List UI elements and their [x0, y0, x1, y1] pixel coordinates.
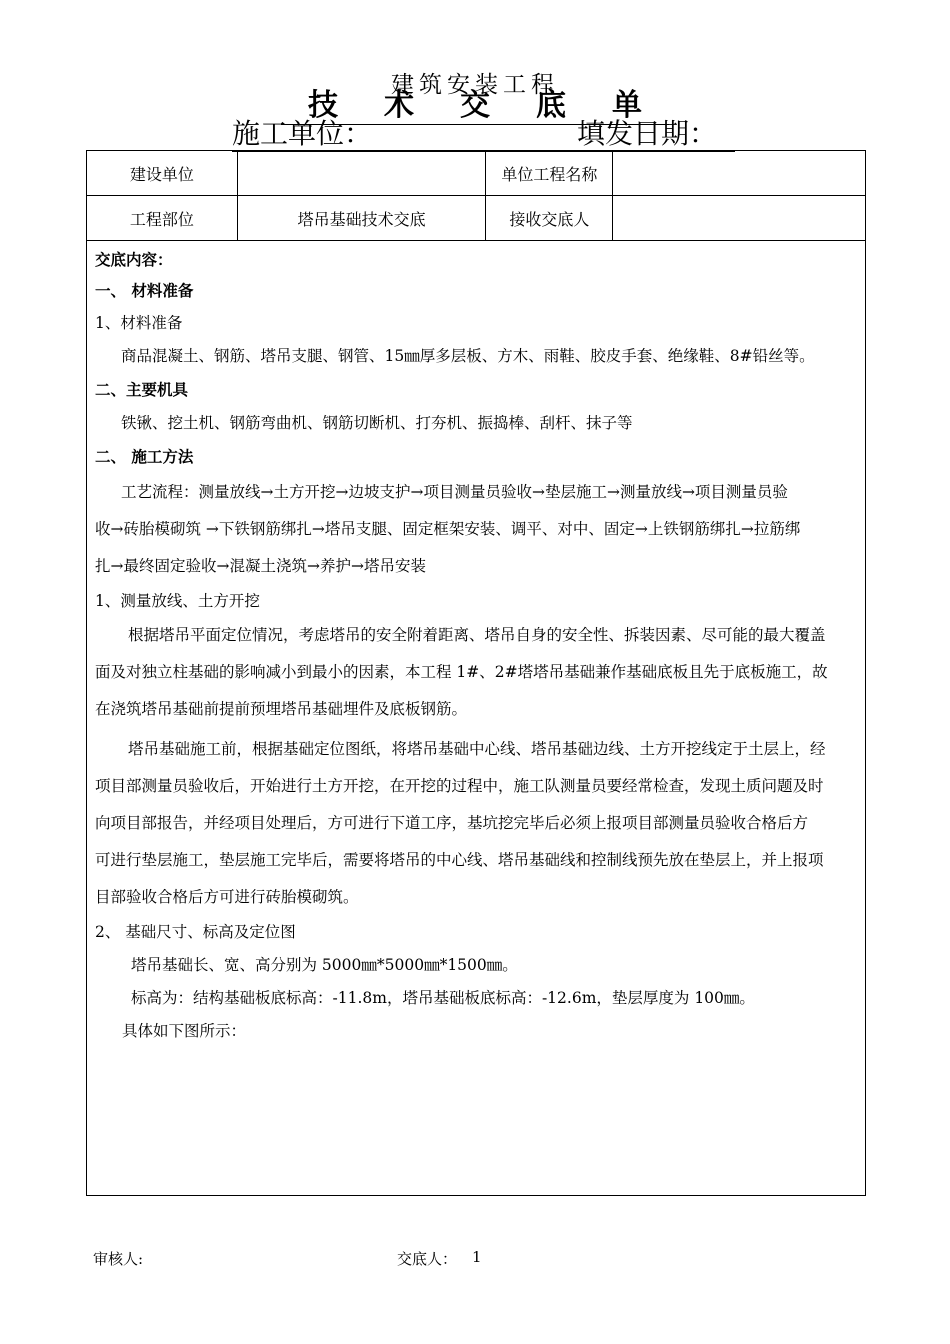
paragraph: 具体如下图所示： [122, 1022, 247, 1040]
content-heading: 交底内容： [95, 250, 173, 269]
paragraph-line: 在浇筑塔吊基础前提前预埋塔吊基础埋件及底板钢筋。 [95, 700, 468, 718]
unit-date-line [232, 117, 735, 152]
section-title: 一、 材料准备 [95, 281, 194, 300]
subtitle-char: 交 [460, 88, 490, 123]
document-title: 建筑安装工程 [391, 72, 559, 98]
reviewer-label: 审核人: [93, 1250, 144, 1268]
paragraph-line: 可进行垫层施工，垫层施工完毕后，需要将塔吊的中心线、塔吊基础线和控制线预先放在垫层上，并上报项 [95, 851, 824, 869]
paragraph-line: 面及对独立柱基础的影响减小到最小的因素，本工程 1#、2#塔塔吊基础兼作基础底板且先于底板施工，故 [95, 663, 828, 681]
discloser-label: 交底人： [397, 1250, 458, 1268]
owner-label: 建设单位 [87, 151, 238, 196]
subtitle-char: 术 [384, 88, 414, 123]
paragraph: 标高为：结构基础板底标高：-11.8m，塔吊基础板底标高：-12.6m，垫层厚度为 100㎜。 [131, 989, 755, 1007]
disclosure-content [95, 246, 860, 1048]
subtitle-char: 技 [308, 88, 338, 123]
paragraph-line: 扎→最终固定验收→混凝土浇筑→养护→塔吊安装 [95, 557, 426, 575]
subsection-title: 2、 基础尺寸、标高及定位图 [95, 923, 296, 941]
paragraph-line: 项目部测量员验收后，开始进行土方开挖，在开挖的过程中，施工队测量员要经常检查，发现土质问题及时 [95, 777, 824, 795]
subsection-title: 1、测量放线、土方开挖 [95, 592, 260, 610]
info-table [86, 150, 866, 241]
paragraph: 铁锹、挖土机、钢筋弯曲机、钢筋切断机、打夯机、振捣棒、刮杆、抹子等 [121, 414, 633, 432]
owner-value [237, 151, 486, 196]
receiver-value [613, 196, 866, 241]
section-title: 二、 施工方法 [95, 447, 194, 466]
section-value: 塔吊基础技术交底 [237, 196, 486, 241]
paragraph: 塔吊基础长、宽、高分别为 5000㎜*5000㎜*1500㎜。 [131, 956, 518, 974]
subtitle-char: 底 [536, 88, 566, 123]
paragraph-line: 塔吊基础施工前，根据基础定位图纸，将塔吊基础中心线、塔吊基础边线、土方开挖线定于土层上，经 [128, 740, 826, 758]
receiver-label: 接收交底人 [486, 196, 613, 241]
table-row [87, 151, 866, 196]
section-title: 二、主要机具 [95, 380, 189, 399]
paragraph-line: 工艺流程：测量放线→土方开挖→边坡支护→项目测量员验收→垫层施工→测量放线→项目测量员验 [121, 483, 788, 501]
issue-date-label: 填发日期： [577, 117, 718, 150]
page-number: 1 [472, 1248, 482, 1266]
table-row [87, 196, 866, 241]
paragraph-line: 根据塔吊平面定位情况，考虑塔吊的安全附着距离、塔吊自身的安全性、拆装因素、尽可能的最大覆盖 [128, 626, 826, 644]
paragraph-line: 收→砖胎模砌筑 →下铁钢筋绑扎→塔吊支腿、固定框架安装、调平、对中、固定→上铁钢筋绑扎→拉筋绑 [95, 520, 801, 538]
project-name-label: 单位工程名称 [486, 151, 613, 196]
subsection-title: 1、材料准备 [95, 314, 183, 332]
paragraph: 商品混凝土、钢筋、塔吊支腿、钢管、15㎜厚多层板、方木、雨鞋、胶皮手套、绝缘鞋、8#铅丝等。 [121, 347, 815, 365]
section-label: 工程部位 [87, 196, 238, 241]
construction-unit-label: 施工单位： [232, 117, 373, 150]
project-name-value [613, 151, 866, 196]
subtitle-char: 单 [612, 88, 642, 123]
paragraph-line: 向项目部报告，并经项目处理后，方可进行下道工序，基坑挖完毕后必须上报项目部测量员验收合格后方 [95, 814, 809, 832]
paragraph-line: 目部验收合格后方可进行砖胎模砌筑。 [95, 888, 359, 906]
